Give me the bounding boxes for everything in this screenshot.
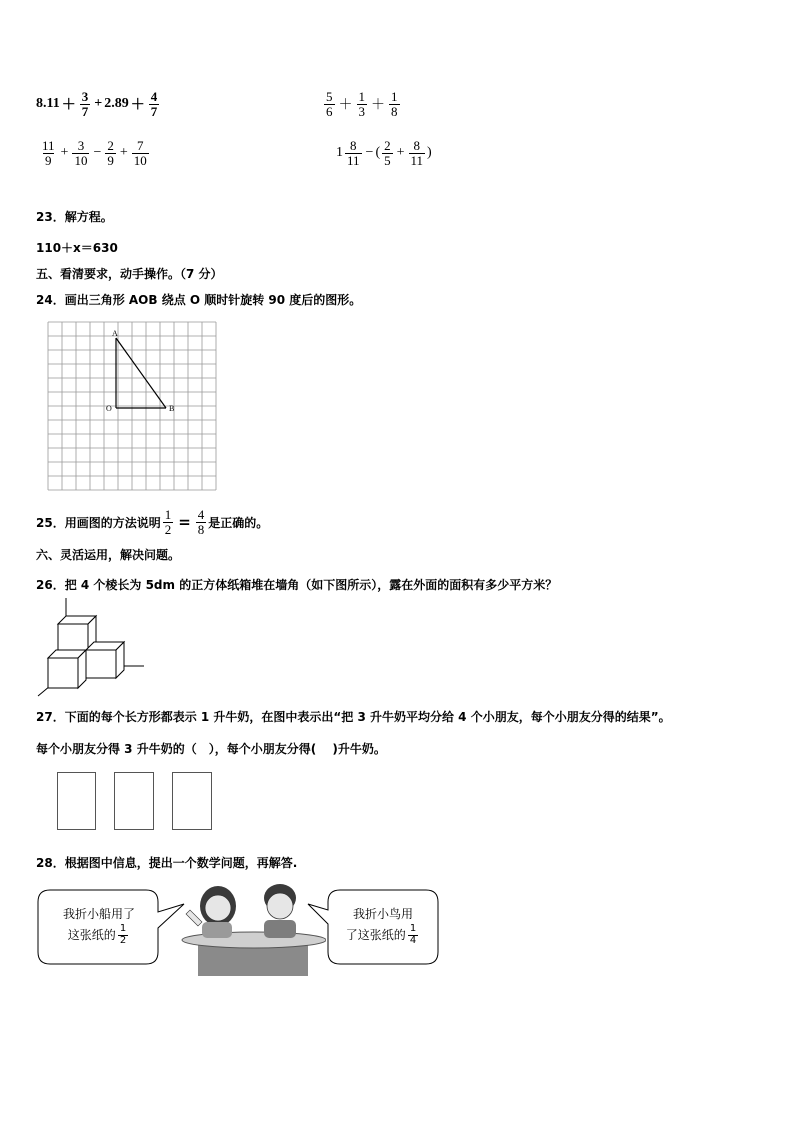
fraction: $\frac{11}{9}$ — [42, 138, 55, 168]
q25-suffix: 是正确的。 — [208, 515, 269, 530]
right-paren: ) — [427, 145, 432, 161]
q27-text: 27．下面的每个长方形都表示 1 升牛奶，在图中表示出“把 3 升牛奶平均分给 4 个小朋友，每个小朋友分得的结果”。 — [36, 710, 671, 724]
plus-sign: ＋ — [338, 98, 353, 114]
right-bubble-text — [330, 904, 436, 946]
plus-sign: ＋ — [61, 98, 76, 114]
q25-line — [36, 508, 268, 536]
q23-equation: 110＋x＝630 — [36, 241, 118, 255]
segment-ab — [116, 338, 166, 408]
q23-title: 23．解方程。 — [36, 210, 113, 224]
q28-text: 28．根据图中信息，提出一个数学问题，再解答. — [36, 856, 298, 870]
fraction: $\frac{1}{2}$ — [119, 923, 127, 946]
point-label-b: B — [169, 404, 175, 413]
expr-1-mid: 2.89 — [104, 96, 129, 112]
section-6-heading: 六、灵活运用，解决问题。 — [36, 548, 181, 562]
right-bubble-line2: 了这张纸的 — [345, 928, 406, 942]
fraction: $\frac{8}{11}$ — [410, 138, 424, 168]
milk-rectangle[interactable] — [172, 772, 212, 830]
fraction: $\frac{4}{8}$ — [197, 507, 205, 537]
milk-rectangle[interactable] — [57, 772, 96, 830]
expr-1-lead: 8.11 — [36, 96, 60, 112]
fraction: $\frac{1}{2}$ — [164, 507, 172, 537]
fraction: $\frac{1}{3}$ — [358, 89, 365, 119]
q27-answer-line: 每个小朋友分得 3 升牛奶的（ ），每个小朋友分得( )升牛奶。 — [36, 742, 386, 756]
point-label-o: O — [106, 404, 112, 413]
plus-sign: + — [60, 145, 69, 161]
minus-sign: − — [365, 145, 374, 161]
rotation-grid — [46, 320, 220, 494]
girl-arm — [186, 910, 202, 926]
cube-left-front — [48, 658, 78, 688]
boy-face — [267, 893, 293, 919]
section-5-heading: 五、看清要求，动手操作。（7 分） — [36, 267, 223, 281]
fraction: $\frac{1}{8}$ — [391, 89, 398, 119]
girl-body — [202, 922, 232, 938]
fraction: $\frac{2}{9}$ — [107, 138, 114, 168]
expr-4 — [336, 139, 432, 167]
fraction: $\frac{3}{10}$ — [74, 138, 88, 168]
plus-sign: ＋ — [371, 98, 385, 114]
cube-right-front — [86, 650, 116, 678]
children-illustration — [168, 878, 326, 976]
q25-prefix: 25．用画图的方法说明 — [36, 515, 161, 530]
expr-2 — [322, 90, 402, 118]
fraction: $\frac{8}{11}$ — [347, 138, 360, 168]
fraction: $\frac{7}{10}$ — [133, 138, 147, 168]
q26-text: 26．把 4 个棱长为 5dm 的正方体纸箱堆在墙角（如下图所示），露在外面的面积有多少平方米？ — [36, 578, 558, 592]
fraction: $\frac{5}{6}$ — [326, 89, 333, 119]
right-bubble-line1: 我折小鸟用 — [352, 907, 413, 921]
plus-sign: + — [119, 145, 128, 161]
fraction: $\frac{1}{4}$ — [409, 923, 417, 946]
plus-sign: + — [396, 145, 405, 161]
plus-sign: ＋ — [130, 98, 145, 114]
left-bubble-line2: 这张纸的 — [67, 928, 116, 942]
expr-3 — [38, 139, 151, 167]
expr-1 — [36, 90, 161, 118]
equals-sign: = — [178, 513, 191, 532]
whole-number: 1 — [336, 145, 343, 161]
q24-text: 24．画出三角形 AOB 绕点 O 顺时针旋转 90 度后的图形。 — [36, 293, 362, 307]
minus-sign: − — [93, 145, 102, 161]
boy-body — [264, 920, 296, 938]
milk-rectangle[interactable] — [114, 772, 154, 830]
left-bubble-text — [40, 904, 158, 946]
girl-face — [205, 895, 231, 921]
cubes-in-corner-figure — [36, 596, 146, 698]
fraction: $\frac{2}{5}$ — [384, 138, 391, 168]
fraction: $\frac{4}{7}$ — [150, 89, 158, 119]
plus-sign: + — [94, 96, 103, 112]
cube-top-front — [58, 624, 88, 652]
left-paren: ( — [375, 145, 381, 161]
left-bubble-line1: 我折小船用了 — [62, 907, 135, 921]
fraction: $\frac{3}{7}$ — [81, 89, 89, 119]
point-label-a: A — [112, 329, 118, 338]
